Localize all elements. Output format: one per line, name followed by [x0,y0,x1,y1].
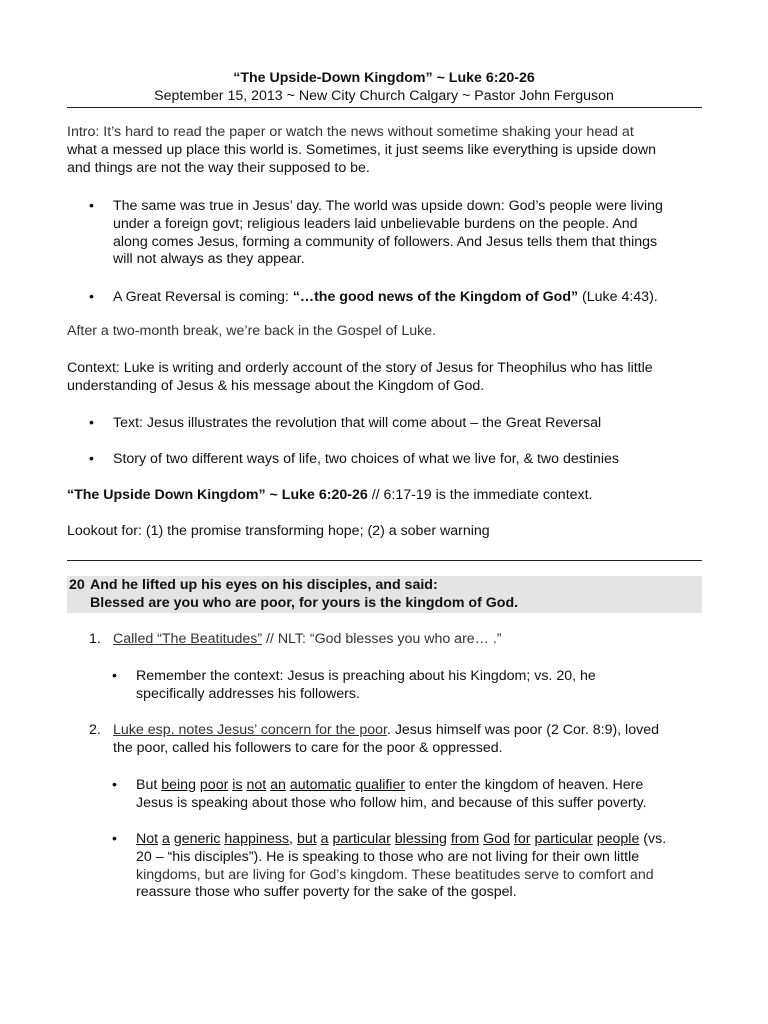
underlined-word: from [450,831,480,847]
bullet-line: specifically addresses his followers. [136,685,360,702]
underlined-word: but [296,831,317,847]
bullet-line: Remember the context: Jesus is preaching about his Kingdom; vs. 20, he [136,668,596,684]
word: But [136,777,162,793]
underlined-word: not [246,777,267,793]
bullet-line: The same was true in Jesus’ day. The world was upside down: God’s people were living [113,198,663,214]
bullet-line: along comes Jesus, forming a community of followers. And Jesus tells them that things [113,233,658,250]
bullet-dot: • [89,451,94,467]
underlined-word: happiness, [224,831,293,847]
underlined-word: an [270,777,286,793]
underlined-word: a [320,831,329,847]
bullet-dot: • [112,831,117,847]
intro-line: and things are not the way their supposed to be. [67,159,370,176]
underlined-word: being [161,777,196,793]
underlined-word: for [513,831,531,847]
underlined-word: Not [136,831,159,847]
point-underlined-text: Called “The Beatitudes” [113,631,263,647]
bullet-text: A Great Reversal is coming: [113,289,293,305]
intro-paragraph [67,124,707,177]
sermon-reference-line [67,487,707,505]
underlined-word: automatic [289,777,352,793]
underlined-word: qualifier [355,777,406,793]
bullet-text: (vs. [639,831,667,847]
underlined-word: God [483,831,510,847]
bullet-text: to enter the kingdom of heaven. Here [405,777,644,793]
sermon-title: “The Upside-Down Kingdom” ~ Luke 6:20-26 [233,70,535,86]
bullet-dot: • [112,777,117,793]
bullet-dot: • [89,289,94,305]
bullet-line: Jesus is speaking about those who follow him, and because of this suffer poverty. [136,794,647,811]
verse-number: 20 [69,577,85,593]
point-underlined-text: Luke esp. notes Jesus’ concern for the poor [113,722,387,738]
verse-line: Blessed are you who are poor, for yours is the kingdom of God. [90,595,519,611]
bullet-dot: • [112,668,117,684]
section-divider [67,560,702,561]
bullet-line: will not always as they appear. [113,251,305,268]
underlined-word: a [162,831,170,847]
underlined-word: particular [534,831,593,847]
point-text: . Jesus himself was poor (2 Cor. 8:9), loved [386,722,659,738]
bullet-reference: (Luke 4:43). [578,289,658,305]
context-line: Context: Luke is writing and orderly account of the story of Jesus for Theophilus who has little [67,360,653,376]
sermon-subtitle: September 15, 2013 ~ New City Church Calgary ~ Pastor John Ferguson [154,88,614,104]
scripture-verse-box [67,576,702,613]
bullet-dot: • [89,415,94,431]
bullet-quote: “…the good news of the Kingdom of God” [292,289,579,305]
after-break-line: After a two-month break, we’re back in the Gospel of Luke. [67,323,437,339]
sermon-reference-note: // 6:17-19 is the immediate context. [367,487,593,503]
underlined-word: people [596,831,640,847]
underlined-word: particular [332,831,391,847]
context-line: understanding of Jesus & his message about the Kingdom of God. [67,377,485,394]
underlined-word: is [232,777,243,793]
bullet-text: Text: Jesus illustrates the revolution that will come about – the Great Reversal [113,415,602,431]
underlined-word: generic [173,831,221,847]
underlined-word: blessing [394,831,447,847]
header-divider [67,107,702,108]
bullet-dot: • [89,198,94,214]
bullet-line: reassure those who suffer poverty for the sake of the gospel. [136,884,517,901]
bullet-line: under a foreign govt; religious leaders laid unbelievable burdens on the people. And [113,215,638,232]
sermon-reference-title: “The Upside Down Kingdom” ~ Luke 6:20-26 [67,487,368,503]
point-line: the poor, called his followers to care for the poor & oppressed. [113,739,503,756]
point-number: 2. [89,722,101,738]
bullet-text: Story of two different ways of life, two choices of what we live for, & two destinies [113,451,619,467]
point-text: // NLT: “God blesses you who are… .” [262,631,502,647]
verse-line: And he lifted up his eyes on his disciples, and said: [90,577,438,593]
bullet-line: 20 – “his disciples”). He is speaking to those who are not living for their own little [136,848,640,865]
lookout-line: Lookout for: (1) the promise transforming hope; (2) a sober warning [67,523,490,539]
context-paragraph [67,360,707,396]
intro-line: Intro: It’s hard to read the paper or watch the news without sometime shaking your head at [67,124,634,140]
bullet-line: kingdoms, but are living for God’s kingdom. These beatitudes serve to comfort and [136,866,654,883]
intro-line: what a messed up place this world is. Sometimes, it just seems like everything is upside down [67,141,657,158]
underlined-word: poor [199,777,229,793]
point-number: 1. [89,631,101,647]
